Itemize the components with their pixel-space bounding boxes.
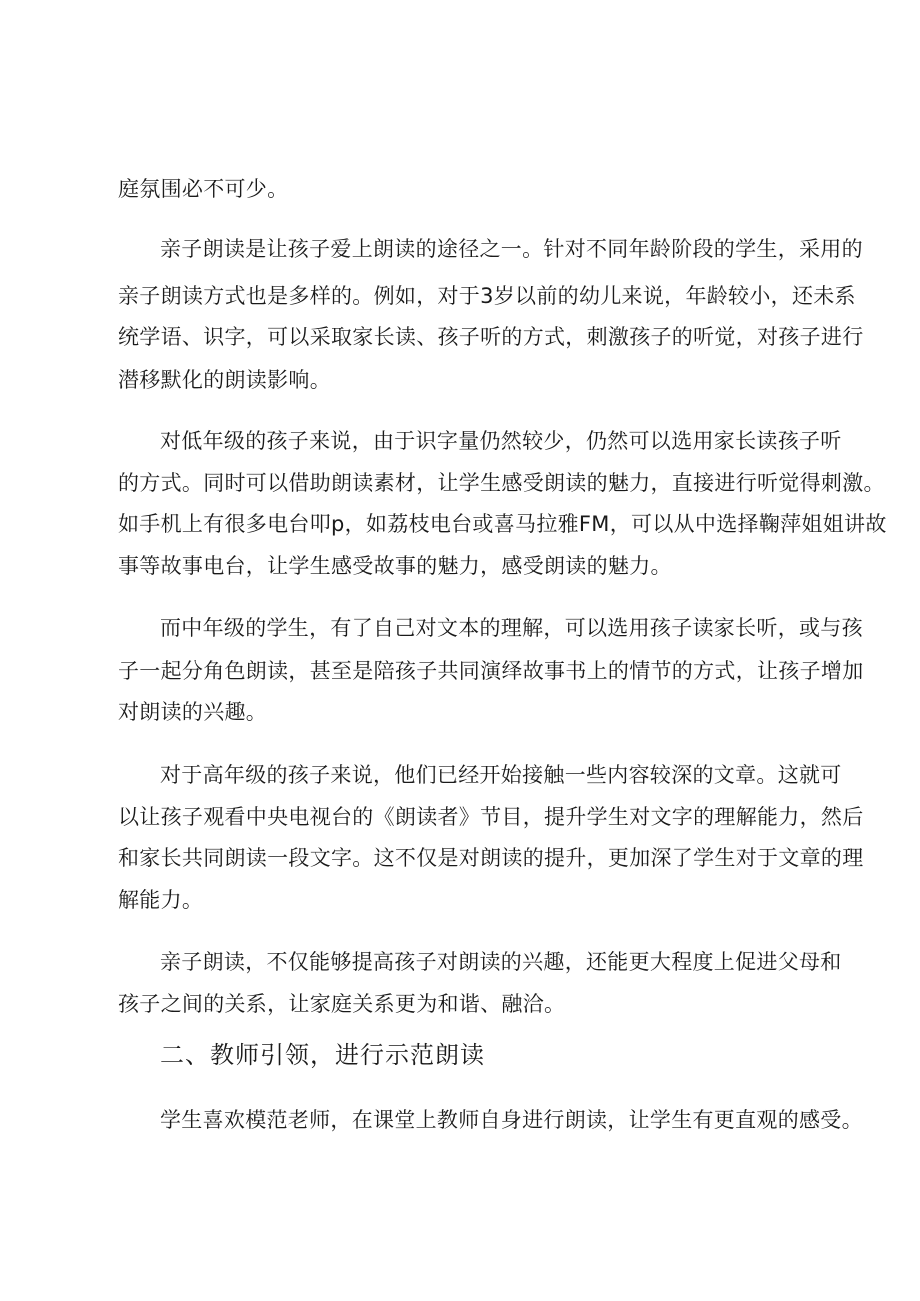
section-heading: 二、教师引领，进行示范朗读 — [160, 1041, 485, 1069]
continuation-line: 庭氛围必不可少。 — [118, 177, 289, 201]
paragraph-line: 以让孩子观看中央电视台的《朗读者》节目，提升学生对文字的理解能力，然后 — [118, 805, 864, 829]
paragraph-line: 亲子朗读是让孩子爱上朗读的途径之一。针对不同年龄阶段的学生，采用的 — [160, 237, 863, 261]
paragraph-line: 而中年级的学生，有了自己对文本的理解，可以选用孩子读家长听，或与孩 — [160, 616, 863, 640]
paragraph-line: 亲子朗读方式也是多样的。例如，对于3岁以前的幼儿来说，年龄较小，还未系 — [118, 284, 856, 308]
paragraph-line: 对朗读的兴趣。 — [118, 700, 268, 724]
paragraph-line: 的方式。同时可以借助朗读素材，让学生感受朗读的魅力，直接进行听觉得刺激。 — [118, 471, 885, 495]
paragraph-line: 学生喜欢模范老师，在课堂上教师自身进行朗读，让学生有更直观的感受。 — [160, 1108, 863, 1132]
paragraph-line: 对低年级的孩子来说，由于识字量仍然较少，仍然可以选用家长读孩子听 — [160, 429, 842, 453]
paragraph-line: 潜移默化的朗读影响。 — [118, 368, 331, 392]
paragraph-line: 子一起分角色朗读，甚至是陪孩子共同演绎故事书上的情节的方式，让孩子增加 — [118, 659, 864, 683]
paragraph-line: 解能力。 — [118, 888, 204, 912]
paragraph-line: 统学语、识字，可以采取家长读、孩子听的方式，刺激孩子的听觉，对孩子进行 — [118, 325, 864, 349]
paragraph-line: 亲子朗读，不仅能够提高孩子对朗读的兴趣，还能更大程度上促进父母和 — [160, 950, 842, 974]
paragraph-line: 如手机上有很多电台叩p，如荔枝电台或喜马拉雅FM，可以从中选择鞠萍姐姐讲故 — [118, 512, 887, 536]
paragraph-line: 和家长共同朗读一段文字。这不仅是对朗读的提升，更加深了学生对于文章的理 — [118, 846, 864, 870]
paragraph-line: 孩子之间的关系，让家庭关系更为和谐、融洽。 — [118, 992, 566, 1016]
paragraph-line: 事等故事电台，让学生感受故事的魅力，感受朗读的魅力。 — [118, 554, 672, 578]
paragraph-line: 对于高年级的孩子来说，他们已经开始接触一些内容较深的文章。这就可 — [160, 763, 842, 787]
